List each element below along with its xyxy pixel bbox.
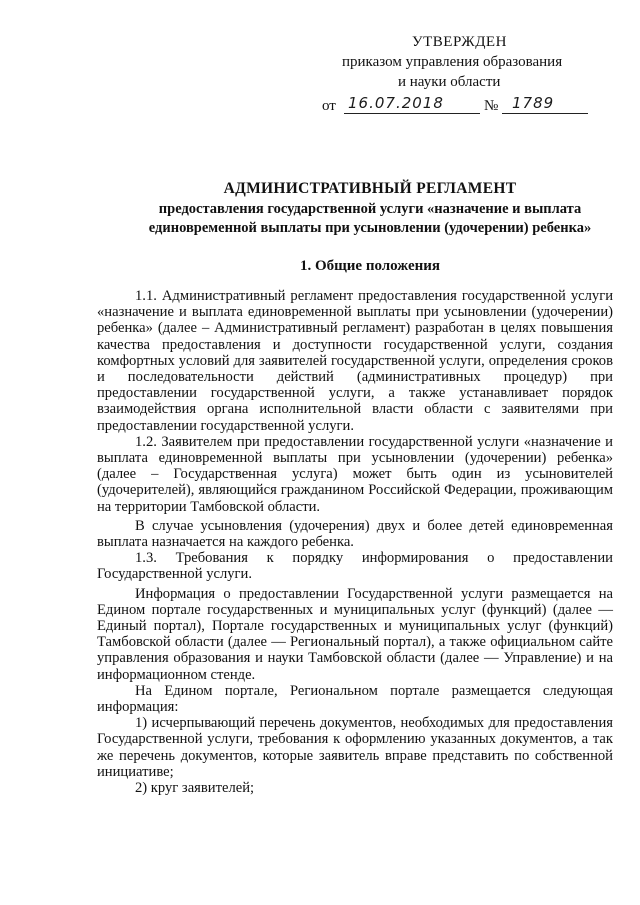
document-subtitle-line-1: предоставления государственной услуги «назначение и выплата [158,201,582,217]
number-label: № [484,98,499,114]
section-title: 1. Общие положения [299,258,441,274]
approval-date-number-row [322,96,612,118]
paragraph: На Едином портале, Региональном портале размещается следующая информация: [97,682,613,716]
date-label: от [322,98,336,114]
paragraph: 1.1. Административный регламент предоставления государственной услуги «назначение и выплата единовременной выплаты при усыновлении (удочерении) ребенка» (далее – Административный регламент) разработан в целях повышения качества предоставления и доступности государственной услуги, создания комфортных условий для заявителей государственной услуги, определения сроков и последовательности действий (административных процедур) при предоставлении государственной услуги, а также устанавливает порядок взаимодействия органа исполнительной власти области с заявителями при предоставлении государственной услуги. [97,288,613,434]
approval-line-2: и науки области [398,74,501,90]
paragraph: 1.2. Заявителем при предоставлении государственной услуги «назначение и выплата единовременной выплаты при усыновлении (удочерении) ребенка» (далее – Государственная услуга) может быть один из усыновителей (удочерителей), являющийся гражданином Российской Федерации, проживающим на территории Тамбовской области. [97,433,613,515]
paragraph: В случае усыновления (удочерения) двух и более детей единовременная выплата назначается на каждого ребенка. [97,517,613,551]
handwritten-number: 1789 [512,94,555,112]
document-title: АДМИНИСТРАТИВНЫЙ РЕГЛАМЕНТ [223,180,517,197]
document-body [97,288,613,796]
approval-title: УТВЕРЖДЕН [412,34,507,50]
approval-line-1: приказом управления образования [342,54,563,70]
paragraph: 2) круг заявителей; [135,780,255,797]
paragraph: Информация о предоставлении Государственной услуги размещается на Едином портале государственных и муниципальных услуг (функций) (далее — Единый портал), Портале государственных и муниципальных услуг (функций) Тамбовской области (далее — Региональный портал), а также официальном сайте управления образования и науки Тамбовской области (далее — Управление) и на информационном стенде. [97,585,613,683]
paragraph: 1) исчерпывающий перечень документов, необходимых для предоставления Государственной услуги, требования к оформлению указанных документов, а так же перечень документов, которые заявитель вправе представить по собственной инициативе; [97,715,613,780]
paragraph: 1.3. Требования к порядку информирования о предоставлении Государственной услуги. [97,550,613,583]
document-subtitle-line-2: единовременной выплаты при усыновлении (удочерении) ребенка» [148,220,592,236]
handwritten-date: 16.07.2018 [348,94,444,112]
